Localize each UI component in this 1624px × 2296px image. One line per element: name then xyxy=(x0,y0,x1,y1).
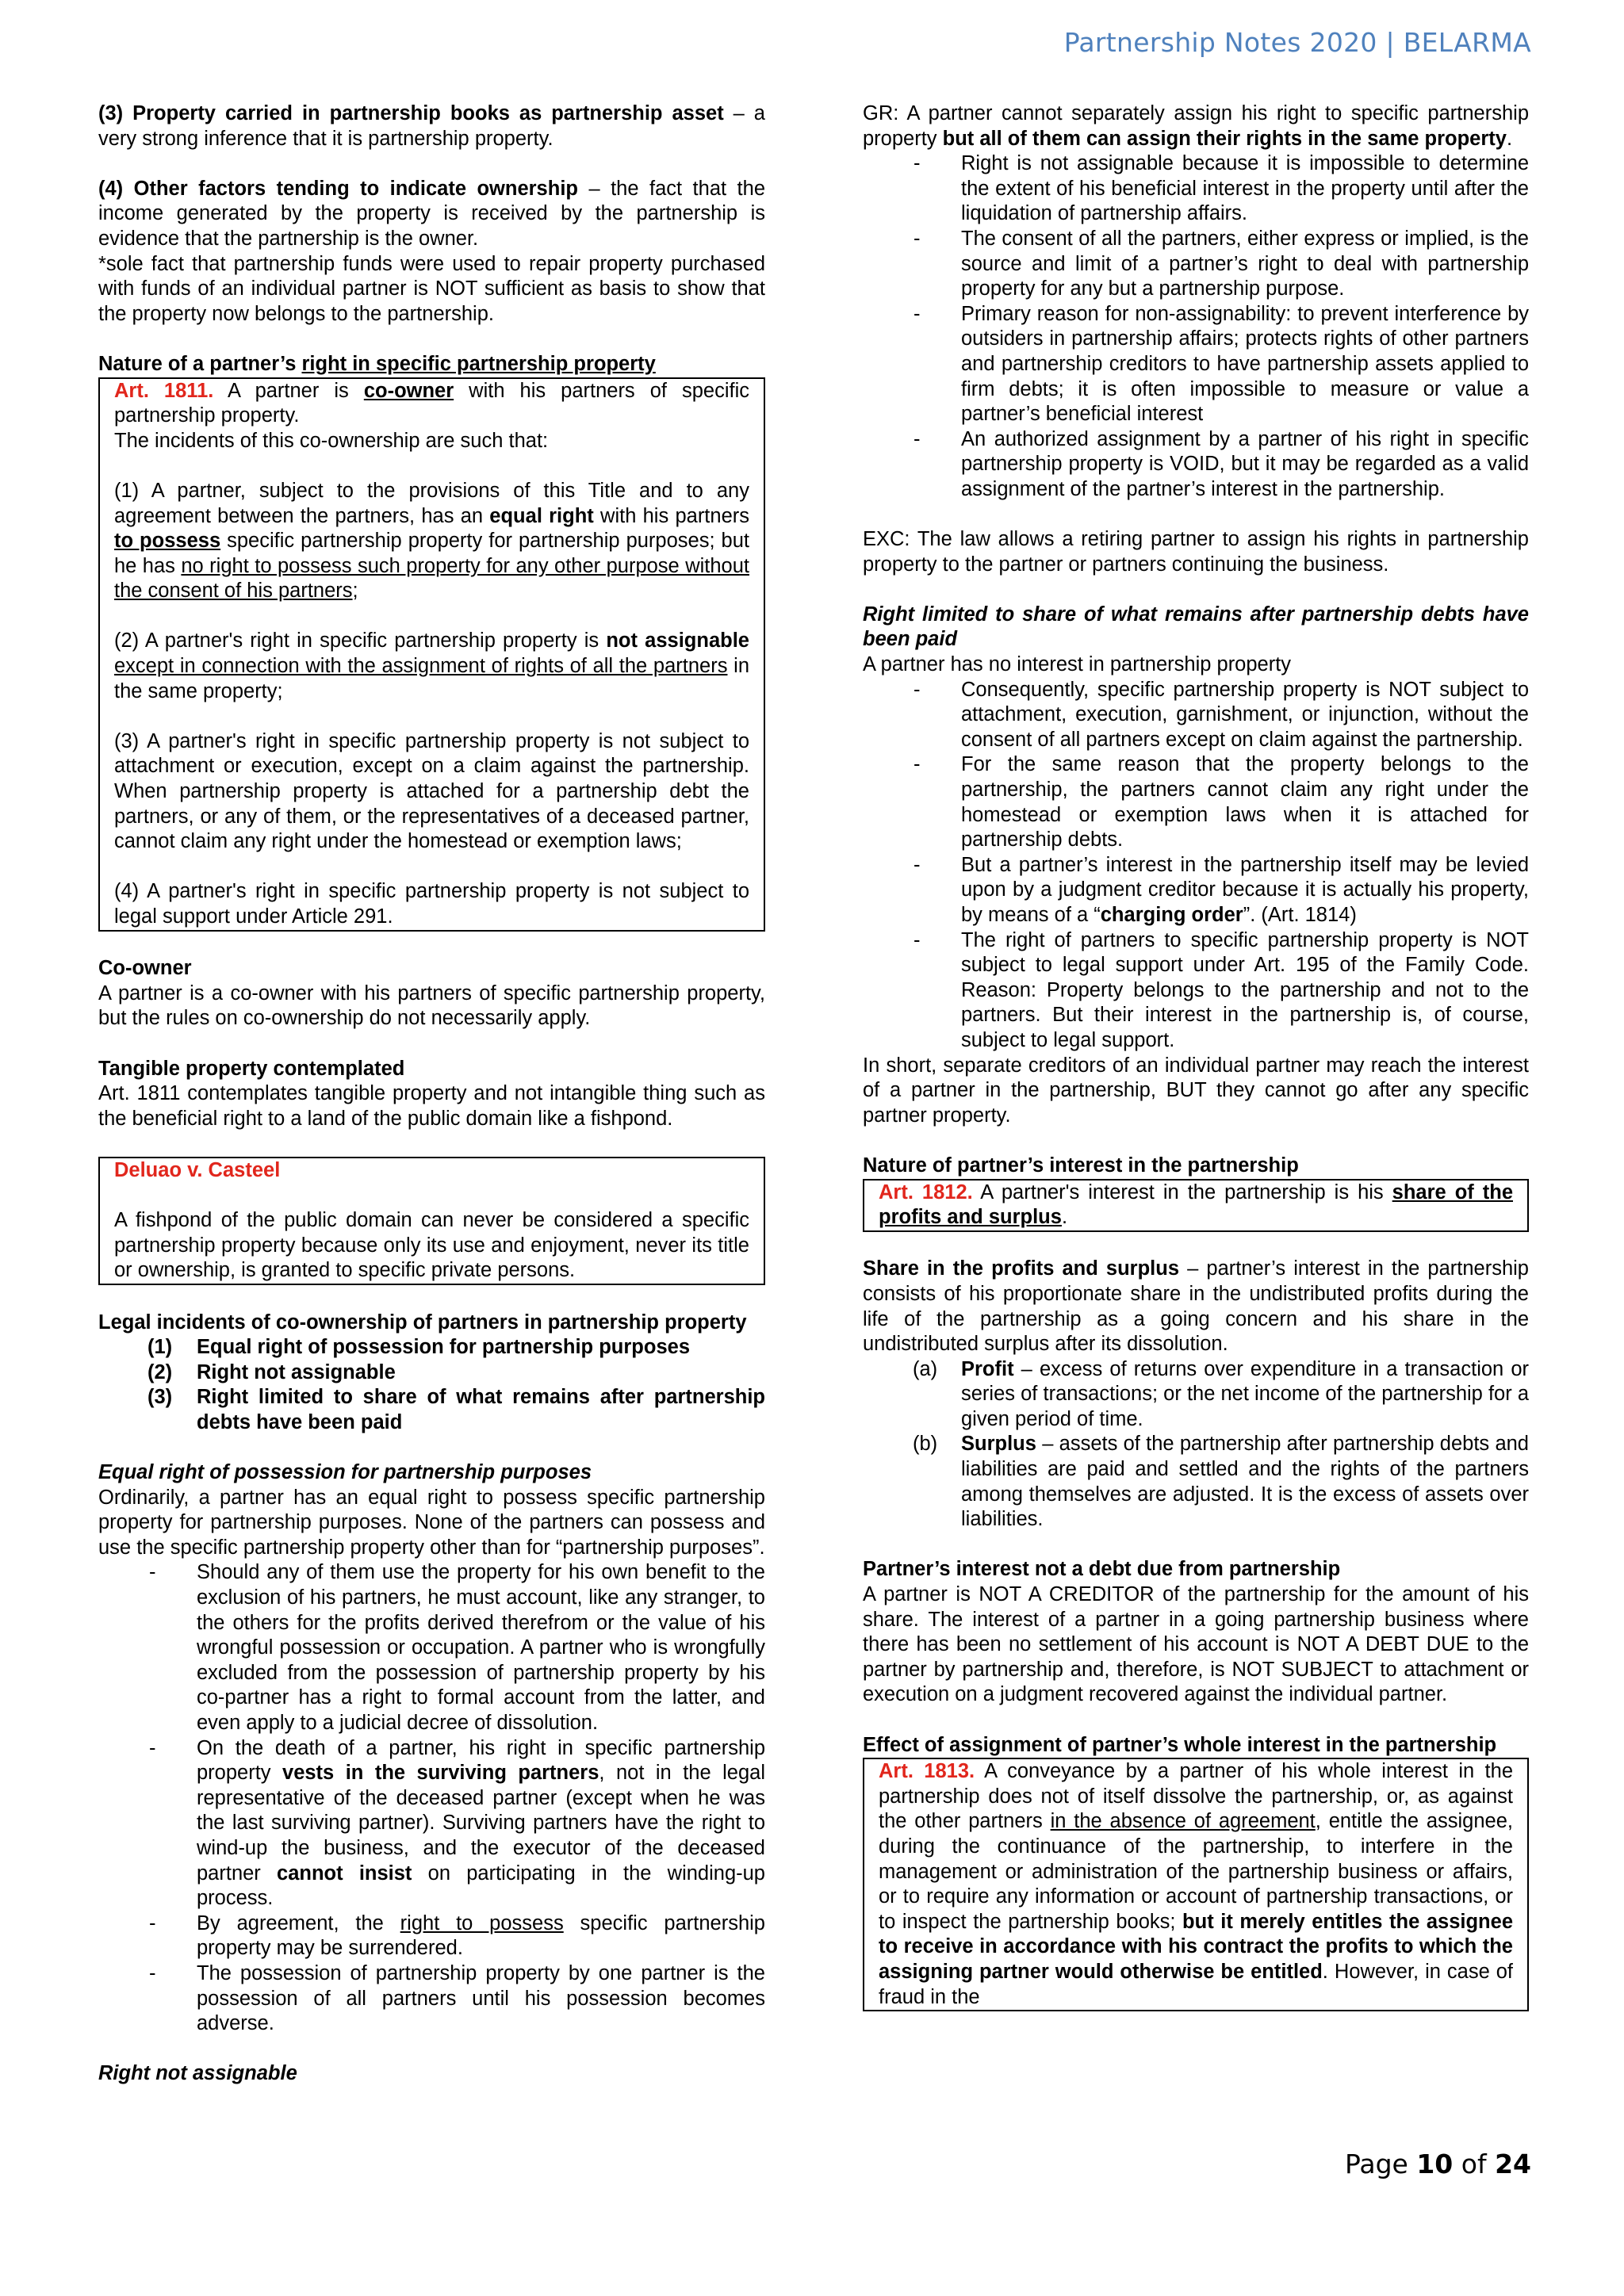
section-heading-not-debt: Partner’s interest not a debt due from partnership xyxy=(863,1558,1341,1581)
article-1811-item-2: (2) A partner's right in specific partnership property is not assignable except in connection with the assignment of rights of all the partners in the same property; xyxy=(114,629,750,702)
list-item: - By agreement, the right to possess specific partnership property may be surrendered. xyxy=(149,1911,765,1960)
case-title: Deluao v. Casteel xyxy=(114,1158,281,1181)
right-limited-list xyxy=(863,678,1529,1054)
paragraph-general-rule: GR: A partner cannot separately assign his right to specific partnership property but all of them can assign their rights in the same property. xyxy=(863,102,1529,150)
equal-right-list xyxy=(98,1560,765,2036)
list-item: - The right of partners to specific partnership property is NOT subject to legal support under Art. 195 of the Family Code. Reason: Property belongs to the partnership and not to the partners. But their interest in the partnership is, of course, subject to legal support. xyxy=(914,928,1529,1051)
section-heading-tangible: Tangible property contemplated xyxy=(98,1057,405,1080)
left-column xyxy=(98,101,765,2087)
list-item: - An authorized assignment by a partner of his right in specific partnership property is VOID, but it may be regarded as a valid assignment of the partner’s interest in the partnership. xyxy=(914,427,1529,500)
paragraph-share: Share in the profits and surplus – partner’s interest in the partnership consists of his proportionate share in the undistributed profits during the life of the partnership as a going concern and his share in the undistributed surplus after its dissolution. xyxy=(863,1257,1529,1356)
article-1811-item-4: (4) A partner's right in specific partnership property is not subject to legal support under Article 291. xyxy=(114,880,749,928)
article-1811-incidents: The incidents of this co-ownership are such that: xyxy=(114,429,549,452)
paragraph-note: *sole fact that partnership funds were used to repair property purchased with funds of an individual partner is NOT sufficient as basis to show that the property now belongs to the partnership. xyxy=(98,252,765,325)
section-heading-right-limited: Right limited to share of what remains after partnership debts have been paid xyxy=(863,603,1529,651)
list-item: - Consequently, specific partnership property is NOT subject to attachment, execution, garnishment, or injunction, without the consent of all partners except on claim against the partnership. xyxy=(914,678,1529,751)
article-1812-box xyxy=(863,1179,1529,1232)
paragraph-exception: EXC: The law allows a retiring partner to assign his rights in partnership property to the partner or partners continuing the business. xyxy=(863,528,1529,576)
list-item: - Right is not assignable because it is impossible to determine the extent of his beneficial interest in the property until after the liquidation of partnership affairs. xyxy=(914,152,1529,225)
list-item: - The consent of all the partners, either express or implied, is the source and limit of a partner’s right to deal with partnership property for any but a partnership purpose. xyxy=(914,227,1529,300)
paragraph-other-factors: (4) Other factors tending to indicate ownership – the fact that the income generated by the property is received by the partnership is evidence that the partnership is the owner. xyxy=(98,177,766,250)
list-item: - Primary reason for non-assignability: to prevent interference by outsiders in partnership affairs; protects rights of other partners and partnership creditors to have partnership assets applied to firm debts; it is often impossible to measure or value a partner’s beneficial interest xyxy=(914,302,1529,426)
paragraph-not-debt: A partner is NOT A CREDITOR of the partnership for the amount of his share. The interest of a partner in a going partnership business where there has been no settlement of his account is NOT A DEBT DUE to the partner by partnership and, therefore, is NOT SUBJECT to attachment or execution on a judgment recovered against the individual partner. xyxy=(863,1583,1529,1706)
case-box xyxy=(98,1157,765,1285)
right-column xyxy=(863,101,1529,2011)
list-item: (1) Equal right of possession for partnership purposes xyxy=(147,1336,690,1359)
list-item: - On the death of a partner, his right in specific partnership property vests in the surviving partners, not in the legal representative of the deceased partner (except when he was the last surviving partner). Surviving partners have the right to wind-up the business, and the executor of the deceased partner cannot insist on participating in the winding-up process. xyxy=(149,1736,765,1910)
share-list xyxy=(863,1357,1529,1533)
section-heading-coowner: Co-owner xyxy=(98,957,192,980)
article-1812-text: Art. 1812. A partner's interest in the partnership is his share of the profits and surplus. xyxy=(879,1181,1513,1229)
paragraph-equal-right: Ordinarily, a partner has an equal right to possess specific partnership property for partnership purposes. None of the partners can possess and use the specific partnership property other than for “partnership purposes”. xyxy=(98,1486,765,1559)
paragraph-property-books: (3) Property carried in partnership books as partnership asset – a very strong inference that it is partnership property. xyxy=(98,102,765,150)
section-heading-nature: Nature of a partner’s right in specific partnership property xyxy=(98,352,656,375)
list-item: (3) Right limited to share of what remains after partnership debts have been paid xyxy=(147,1386,765,1433)
section-heading-partner-interest: Nature of partner’s interest in the partnership xyxy=(863,1154,1299,1177)
page-number: Page 10 of 24 xyxy=(1344,2149,1531,2179)
list-item: - The possession of partnership property by one partner is the possession of all partners until his possession becomes adverse. xyxy=(149,1961,765,2035)
article-1813-text: Art. 1813. A conveyance by a partner of his whole interest in the partnership does not of itself dissolve the partnership, or, as against the other partners in the absence of agreement, entitle the assignee, during the continuance of the partnership, to interfere in the management or administration of the partnership business or affairs, or to require any information or account of partnership transactions, or to inspect the partnership books; but it merely entitles the assignee to receive in accordance with his contract the profits to which the assigning partner would otherwise be entitled. However, in case of fraud in the xyxy=(879,1760,1513,2008)
list-item: - But a partner’s interest in the partnership itself may be levied upon by a judgment creditor because it is actually his property, by means of a “charging order”. (Art. 1814) xyxy=(914,853,1529,926)
article-1811-item-3: (3) A partner's right in specific partnership property is not subject to attachment or execution, except on a claim against the partnership. When partnership property is attached for a partnership debt the partners, or any of them, or the representatives of a deceased partner, cannot claim any right under the homestead or exemption laws; xyxy=(114,729,749,853)
paragraph-coowner: A partner is a co-owner with his partners of specific partnership property, but the rules on co-ownership do not necessarily apply. xyxy=(98,982,765,1030)
list-item: - Should any of them use the property for his own benefit to the exclusion of his partners, he must account, like any stranger, to the others for the profits derived therefrom or the value of his wrongful possession or occupation. A partner who is wrongfully excluded from the possession of partnership property by his co-partner has a right to formal account from the latter, and even apply to a judicial decree of dissolution. xyxy=(149,1561,765,1734)
article-1813-box xyxy=(863,1758,1529,2011)
section-heading-effect-assignment: Effect of assignment of partner’s whole interest in the partnership xyxy=(863,1733,1497,1756)
section-heading-legal-incidents: Legal incidents of co-ownership of partners in partnership property xyxy=(98,1311,747,1334)
article-1811-box xyxy=(98,377,765,932)
section-heading-equal-right: Equal right of possession for partnership purposes xyxy=(98,1461,592,1484)
section-heading-not-assignable: Right not assignable xyxy=(98,2062,297,2085)
list-item: (2) Right not assignable xyxy=(147,1360,396,1383)
paragraph-right-limited: A partner has no interest in partnership property xyxy=(863,653,1292,676)
paragraph-tangible: Art. 1811 contemplates tangible property and not intangible thing such as the beneficial right to a land of the public domain like a fishpond. xyxy=(98,1082,765,1130)
running-header: Partnership Notes 2020 | BELARMA xyxy=(1063,27,1531,58)
article-1811-item-1: (1) A partner, subject to the provisions of this Title and to any agreement between the partners, has an equal right with his partners to possess specific partnership property for partnership purposes; but he has no right to possess such property for any other purpose without the consent of his partners; xyxy=(114,479,749,603)
legal-incidents-list xyxy=(98,1335,765,1435)
list-item: (b) Surplus – assets of the partnership after partnership debts and liabilities are paid and settled and the rights of the partners among themselves are adjusted. It is the excess of assets over liabilities. xyxy=(913,1433,1529,1531)
paragraph-in-short: In short, separate creditors of an individual partner may reach the interest of a partner in the partnership, BUT they cannot go after any specific partner property. xyxy=(863,1054,1529,1127)
article-1811-intro: Art. 1811. A partner is co-owner with his partners of specific partnership property. xyxy=(114,379,750,427)
general-rule-list xyxy=(863,151,1529,502)
list-item: - For the same reason that the property belongs to the partnership, the partners cannot claim any right under the homestead or exemption laws when it is attached for partnership debts. xyxy=(914,753,1529,851)
list-item: (a) Profit – excess of returns over expenditure in a transaction or series of transactions; or the net income of the partnership for a given period of time. xyxy=(913,1357,1529,1430)
case-text: A fishpond of the public domain can never be considered a specific partnership property because only its use and enjoyment, never its title or ownership, is granted to specific private persons. xyxy=(114,1209,749,1282)
